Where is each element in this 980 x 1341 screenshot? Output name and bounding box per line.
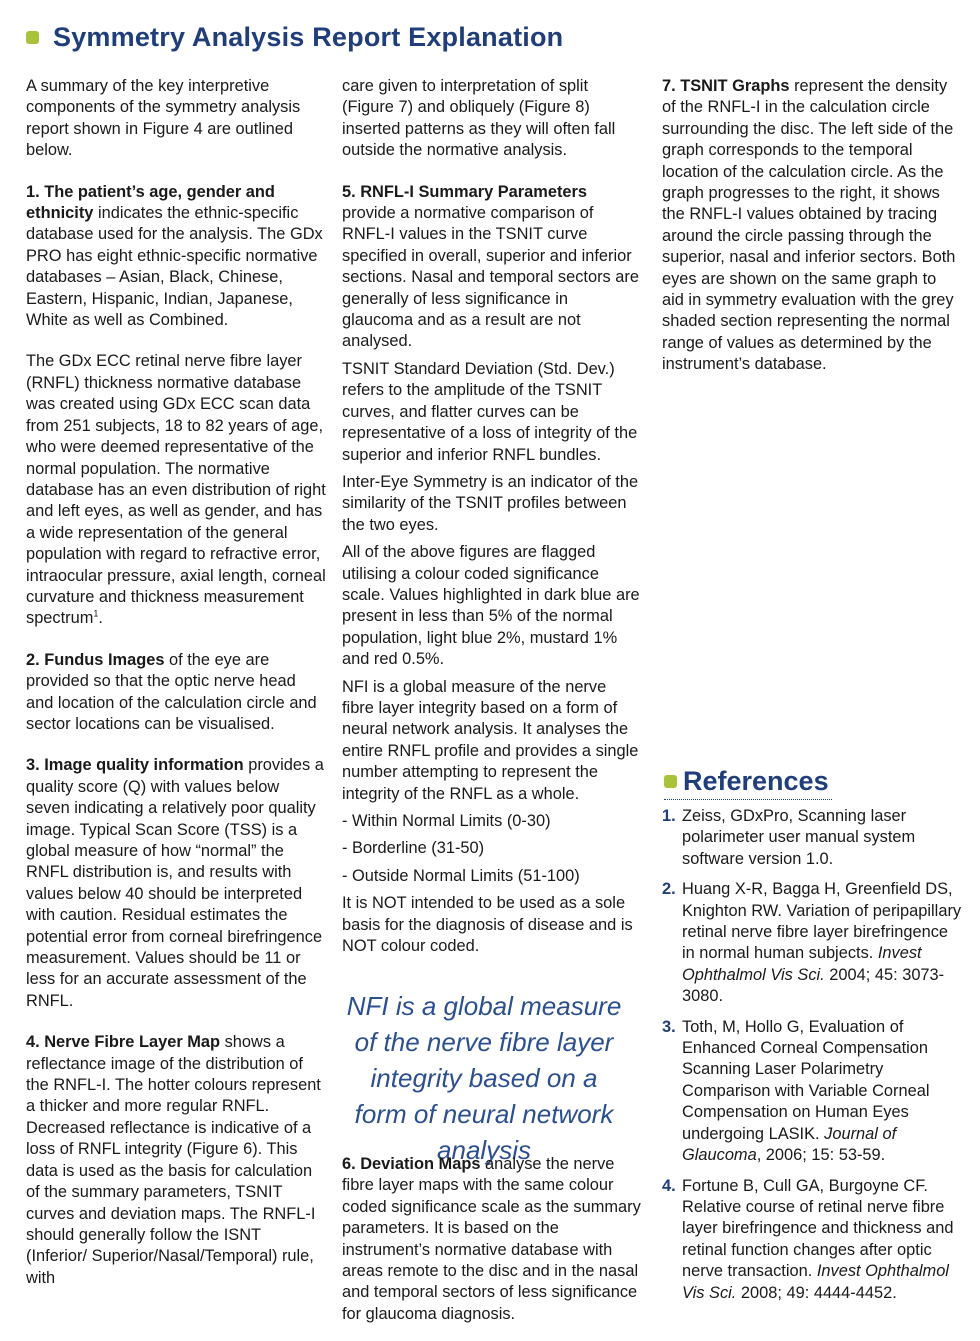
references-title: References xyxy=(683,766,829,796)
reference-citation: Fortune B, Cull GA, Burgoyne CF. Relative course of retinal nerve fibre layer birefringence and thickness and retinal function changes after optic nerve transaction. xyxy=(682,1176,954,1281)
reference-number: 1. xyxy=(662,807,676,825)
reference-citation: Toth, M, Hollo G, Evaluation of Enhanced Corneal Compensation Scanning Laser Polarimetry Comparison with Variable Corneal Compensation on Human Eyes undergoing LASIK. xyxy=(682,1017,930,1143)
column-3 xyxy=(662,76,962,396)
intro-paragraph: A summary of the key interpretive components of the symmetry analysis report shown in Figure 4 are outlined below. xyxy=(26,77,301,160)
section-4-body: shows a reflectance image of the distribution of the RNFL-I. The hotter colours represent a thicker and more regular RNFL. Decreased reflectance is indicative of a loss of RNFL integrity (Figure 6). This data is used as the basis for calculation of the summary parameters, TSNIT curves and deviation maps. The RNFL-I should generally follow the ISNT (Inferior/ Superior/Nasal/Temporal) rule, with xyxy=(26,1033,321,1287)
reference-text xyxy=(682,806,962,870)
limit-within-normal: - Within Normal Limits (0-30) xyxy=(342,812,551,830)
tsnit-sd-paragraph: TSNIT Standard Deviation (Std. Dev.) refers to the amplitude of the TSNIT curves, and flatter curves can be representative of a loss of integrity of the superior and inferior RNFL bundles. xyxy=(342,359,638,464)
title-bullet-icon xyxy=(26,31,39,44)
section-6-body: analyse the nerve fibre layer maps with the same colour coded significance scale as the summary parameters. It is based on the instrument’s normative database with areas remote to the disc and in the nasal and temporal sectors of less significance for glaucoma diagnosis. xyxy=(342,1155,641,1323)
limit-borderline: - Borderline (31-50) xyxy=(342,839,485,858)
reference-number: 2. xyxy=(662,880,676,899)
gdx-database-text: The GDx ECC retinal nerve fibre layer (RNFL) thickness normative database was created using GDx ECC scan data from 251 subjects, 18 to 82 years of age, who were deemed representative of the normal population. The normative database has an even distribution of right and left eyes, as well as gender, and has a wide representation of the general population with regard to refractive error, intraocular pressure, axial length, corneal curvature and thickness measurement spectrum xyxy=(26,352,326,628)
page-title: Symmetry Analysis Report Explanation xyxy=(53,22,564,52)
column-2 xyxy=(342,76,642,963)
gdx-database-end: . xyxy=(98,609,103,628)
reference-citation: Huang X-R, Bagga H, Greenfield DS, Knighton RW. Variation of peripapillary retinal nerve fibre layer birefringence in normal human subjects. xyxy=(682,880,962,963)
section-7 xyxy=(662,76,962,376)
gdx-database-paragraph xyxy=(26,351,326,629)
references-divider xyxy=(664,799,832,800)
section-2-heading: 2. Fundus Images xyxy=(26,650,165,669)
section-4-continued: care given to interpretation of split (Figure 7) and obliquely (Figure 8) inserted patterns as they will often fall outside the normative analysis. xyxy=(342,77,616,160)
flagged-paragraph: All of the above figures are flagged utilising a colour coded significance scale. Values highlighted in dark blue are present in less than 5% of the normal population, light blue 2%, mustard 1% and red 0.5%. xyxy=(342,543,640,669)
reference-volume: 2008; 49: 4444-4452. xyxy=(736,1283,897,1302)
section-7-body: represent the density of the RNFL-I in the calculation circle surrounding the disc. The left side of the graph corresponds to the temporal location of the calculation circle. As the graph progresses to the right, it shows the RNFL-I values obtained by tracing around the circle passing through the superior, nasal and inferior sectors. Both eyes are shown on the same graph to aid in symmetry evaluation with the grey shaded section representing the normal range of values as determined by the instrument’s database. xyxy=(662,77,956,374)
not-basis-paragraph: It is NOT intended to be used as a sole basis for the diagnosis of disease and is NOT colour coded. xyxy=(342,894,633,956)
inter-eye-paragraph: Inter-Eye Symmetry is an indicator of the similarity of the TSNIT profiles between the two eyes. xyxy=(342,472,639,534)
reference-item xyxy=(662,806,962,870)
section-3-body: provides a quality score (Q) with values below seven indicating a relatively poor quality image. Typical Scan Score (TSS) is a global measure of how “normal” the RNFL distribution is, and results with values below 40 should be interpreted with caution. Residual estimates the potential error from corneal birefringence measurement. Values should be 11 or less for an accurate assessment of the RNFL. xyxy=(26,756,324,1010)
nfi-paragraph: NFI is a global measure of the nerve fibre layer integrity based on a form of neural network analysis. It analyses the entire RNFL profile and provides a single number attempting to represent the integrity of the RNFL as a whole. xyxy=(342,677,639,803)
section-5-body: provide a normative comparison of RNFL-I values in the TSNIT curve specified in overall, superior and inferior sections. Nasal and temporal sectors are generally of less significance in glaucoma and as a result are not analysed. xyxy=(342,204,639,351)
reference-journal: Invest Ophthalmol Vis Sci. xyxy=(682,1262,949,1302)
reference-text xyxy=(682,1176,962,1304)
references-title-row xyxy=(664,766,829,797)
pull-quote: NFI is a global measure of the nerve fibre layer integrity based on a form of neural network analysis xyxy=(346,991,622,1165)
section-5-heading: 5. RNFL-I Summary Parameters xyxy=(342,182,588,201)
section-1 xyxy=(26,182,326,332)
section-1-heading: 1. The patient’s age, gender and ethnicity xyxy=(26,182,275,223)
reference-text xyxy=(682,879,962,1007)
reference-journal: Journal of Glaucoma xyxy=(682,1124,897,1165)
reference-journal: Invest Ophthalmol Vis Sci. xyxy=(682,944,922,984)
reference-volume: , 2006; 15: 53-59. xyxy=(756,1146,886,1165)
section-4-heading: 4. Nerve Fibre Layer Map xyxy=(26,1033,221,1052)
column-1 xyxy=(26,76,326,1309)
section-7-heading: 7. TSNIT Graphs xyxy=(662,77,790,95)
section-2-body: of the eye are provided so that the optic nerve head and location of the calculation circle and sector locations can be visualised. xyxy=(26,650,317,733)
reference-citation: Zeiss, GDxPro, Scanning laser polarimeter user manual system software version 1.0. xyxy=(682,807,916,868)
reference-number: 3. xyxy=(662,1017,676,1036)
reference-volume: 2004; 45: 3073-3080. xyxy=(682,965,945,1006)
section-6 xyxy=(342,1154,642,1325)
references-list xyxy=(662,806,962,1313)
section-3-heading: 3. Image quality information xyxy=(26,756,244,775)
section-5 xyxy=(342,182,642,353)
section-4 xyxy=(26,1032,326,1289)
column-2-lower xyxy=(342,1154,642,1325)
reference-number: 4. xyxy=(662,1176,676,1195)
title-row xyxy=(26,22,563,53)
section-1-body: indicates the ethnic-specific database used for the analysis. The GDx PRO has eight ethnic-specific normative databases – Asian, Black, Chinese, Eastern, Hispanic, Indian, Japanese, White as well as Combined. xyxy=(26,204,323,330)
reference-item xyxy=(662,1176,962,1304)
reference-item xyxy=(662,879,962,1007)
footnote-ref: 1 xyxy=(93,608,99,619)
limit-outside-normal: - Outside Normal Limits (51-100) xyxy=(342,866,580,885)
reference-item xyxy=(662,1017,962,1167)
reference-text xyxy=(682,1017,962,1167)
references-bullet-icon xyxy=(664,775,677,788)
section-3 xyxy=(26,755,326,1012)
section-2 xyxy=(26,650,326,736)
section-6-heading: 6. Deviation Maps xyxy=(342,1155,481,1173)
